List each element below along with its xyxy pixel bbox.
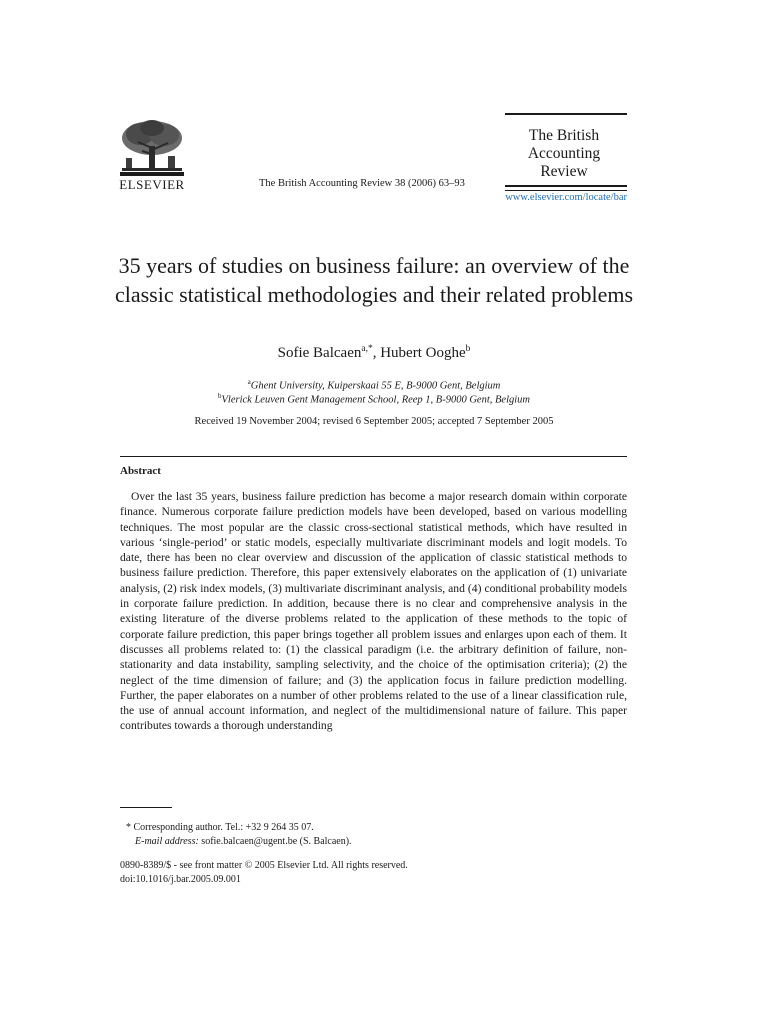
- received-dates: Received 19 November 2004; revised 6 September 2005; accepted 7 September 2005: [194, 416, 554, 427]
- footnote-divider: [120, 807, 172, 808]
- author-affiliation-mark: a,*: [361, 344, 373, 354]
- section-divider: [120, 456, 627, 457]
- publisher-name: ELSEVIER: [119, 177, 185, 192]
- affiliation-text: Vlerick Leuven Gent Management School, Reep 1, B-9000 Gent, Belgium: [221, 394, 530, 406]
- author-name: Hubert Ooghe: [380, 345, 466, 361]
- email-footnote: [135, 836, 352, 847]
- affiliation-text: Ghent University, Kuiperskaai 55 E, B-9000 Gent, Belgium: [250, 380, 501, 392]
- journal-reference: The British Accounting Review 38 (2006) 63–93: [259, 178, 465, 189]
- journal-name-line: Review: [540, 163, 588, 180]
- elsevier-tree-logo-icon: [118, 118, 186, 176]
- author-separator: ,: [372, 345, 381, 361]
- affiliation-mark: b: [218, 392, 222, 400]
- journal-name-box: [495, 113, 627, 191]
- email-label: E-mail address:: [135, 836, 199, 847]
- affiliation: [120, 392, 628, 406]
- author-affiliation-mark: b: [465, 344, 471, 354]
- journal-box-thin-rule: [505, 190, 627, 191]
- article-title: 35 years of studies on business failure: an overview of the classic statistical methodologies and their related problems: [114, 253, 634, 307]
- journal-box-rule: [505, 185, 627, 187]
- doi-link[interactable]: doi:10.1016/j.bar.2005.09.001: [120, 874, 241, 885]
- author-name: Sofie Balcaen: [277, 345, 362, 361]
- author-list: [120, 344, 628, 362]
- journal-name-line: Accounting: [527, 145, 601, 162]
- elsevier-logo: [118, 118, 188, 193]
- journal-url-link[interactable]: www.elsevier.com/locate/bar: [505, 192, 627, 203]
- email-address-link[interactable]: sofie.balcaen@ugent.be (S. Balcaen).: [201, 836, 352, 847]
- abstract-heading: Abstract: [120, 465, 161, 477]
- journal-name: [495, 115, 627, 183]
- journal-name-line: The British: [528, 127, 600, 144]
- affiliation-mark: a: [247, 378, 251, 386]
- copyright-notice: 0890-8389/$ - see front matter © 2005 Elsevier Ltd. All rights reserved.: [120, 860, 408, 871]
- corresponding-author-note: * Corresponding author. Tel.: +32 9 264 35 07.: [126, 822, 314, 833]
- affiliation: [120, 378, 628, 392]
- abstract-body: Over the last 35 years, business failure prediction has become a major research domain within corporate finance. Numerous corporate failure prediction models have been developed, based on various modelling techniques. The most popular are the classic cross-sectional statistical methods, which have resulted in various ‘single-period’ or static models, especially multivariate discriminant models and logit models. To date, there has been no clear overview and discussion of the application of classic statistical methods to business failure prediction. Therefore, this paper extensively elaborates on the application of (1) univariate analysis, (2) risk index models, (3) multivariate discriminant analysis, and (4) conditional probability models in corporate failure prediction. In addition, because there is no clear and comprehensive analysis in the existing literature of the diverse problems related to the application of these methods to the topic of corporate failure prediction, this paper brings together all problem issues and enlarges upon each of them. It discusses all problems related to: (1) the classical paradigm (i.e. the arbitrary definition of failure, non-stationarity and data instability, sampling selectivity, and the choice of the optimisation criteria); (2) the neglect of the time dimension of failure; and (3) the application focus in failure prediction modelling. Further, the paper elaborates on a number of other problems related to the use of a linear classification rule, the use of annual account information, and neglect of the multidimensional nature of failure. This paper contributes towards a thorough understanding: [120, 490, 627, 733]
